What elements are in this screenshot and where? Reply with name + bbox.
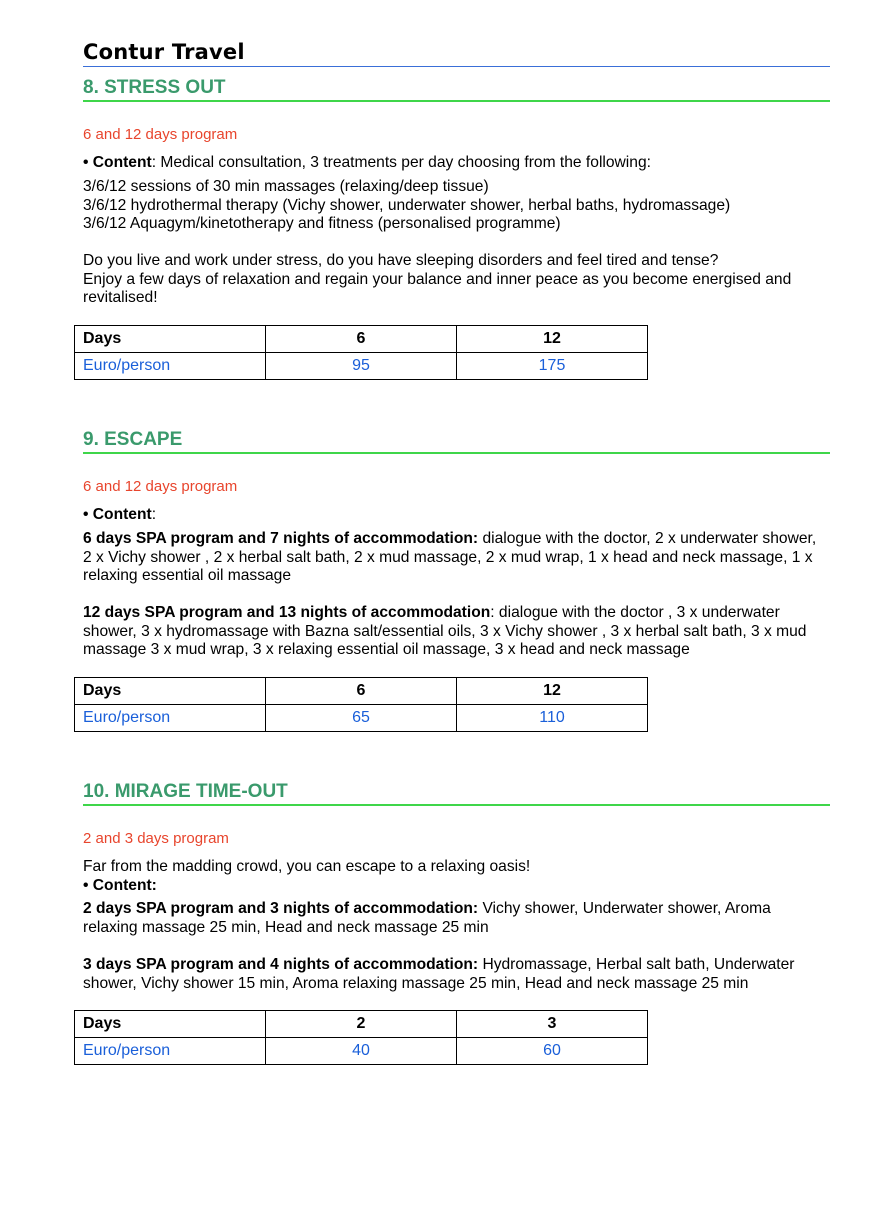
table-row — [75, 705, 648, 732]
table-cell: Euro/person — [75, 353, 266, 380]
table-cell: 175 — [457, 353, 648, 380]
treatment-item: 3/6/12 hydrothermal therapy (Vichy shower, underwater shower, herbal baths, hydromassage) — [83, 196, 731, 214]
table-cell: 6 — [266, 678, 457, 705]
content-line — [83, 154, 828, 173]
table-cell: 60 — [457, 1038, 648, 1065]
treatment-item: 3/6/12 sessions of 30 min massages (relaxing/deep tissue) — [83, 178, 489, 195]
brand-title: Contur Travel — [83, 40, 245, 64]
table-cell: Days — [75, 326, 266, 353]
package-description — [83, 956, 828, 993]
content-text: : — [151, 506, 157, 523]
table-cell: Days — [75, 678, 266, 705]
table-row — [75, 1038, 648, 1065]
section-title-escape: 9. ESCAPE — [83, 429, 183, 450]
section-divider — [83, 804, 830, 806]
content-line — [83, 506, 828, 525]
package-text: : dialogue with the doctor , 3 x underwater shower, 3 x hydromassage with Bazna salt/essential oils, 3 x Vichy shower , 3 x herbal salt bath, 3 x mud massage 3 x mud wrap, 3 x relaxing essential oil massage, 3 x head and neck massage — [83, 604, 807, 659]
price-table — [74, 677, 648, 732]
section-description — [83, 252, 828, 308]
package-description — [83, 900, 828, 937]
table-cell: 12 — [457, 678, 648, 705]
table-header-row — [75, 678, 648, 705]
package-label: 6 days SPA program and 7 nights of accommodation: — [83, 530, 479, 547]
table-cell: 12 — [457, 326, 648, 353]
section-title-stress-out: 8. STRESS OUT — [83, 77, 226, 98]
package-text: Hydromassage, Herbal salt bath, Underwater shower, Vichy shower 15 min, Aroma relaxing massage 25 min, Head and neck massage 25 min — [83, 956, 795, 992]
package-label: 12 days SPA program and 13 nights of accommodation — [83, 604, 491, 621]
price-table — [74, 1010, 648, 1065]
content-label: • Content: — [83, 877, 157, 894]
table-cell: 110 — [457, 705, 648, 732]
program-duration: 2 and 3 days program — [83, 830, 229, 847]
table-cell: 2 — [266, 1011, 457, 1038]
table-cell: 3 — [457, 1011, 648, 1038]
table-cell: 95 — [266, 353, 457, 380]
program-duration: 6 and 12 days program — [83, 478, 238, 495]
table-cell: 6 — [266, 326, 457, 353]
table-cell: Euro/person — [75, 705, 266, 732]
package-description — [83, 530, 828, 586]
treatment-item: 3/6/12 Aquagym/kinetotherapy and fitness (personalised programme) — [83, 215, 561, 233]
table-header-row — [75, 326, 648, 353]
description-line: Do you live and work under stress, do you have sleeping disorders and feel tired and tense? — [83, 252, 719, 269]
content-text: : Medical consultation, 3 treatments per day choosing from the following: — [151, 154, 651, 171]
section-intro: Far from the madding crowd, you can escape to a relaxing oasis! — [83, 858, 531, 875]
table-cell: Days — [75, 1011, 266, 1038]
package-text: Vichy shower, Underwater shower, Aroma relaxing massage 25 min, Head and neck massage 25 min — [83, 900, 771, 936]
table-cell: 40 — [266, 1038, 457, 1065]
package-description — [83, 604, 828, 660]
package-text: dialogue with the doctor, 2 x underwater shower, 2 x Vichy shower , 2 x herbal salt bath, 2 x mud massage, 2 x mud wrap, 1 x head and neck massage, 1 x relaxing essential oil massage — [83, 530, 817, 585]
brand-divider — [83, 66, 830, 67]
table-row — [75, 353, 648, 380]
description-line: Enjoy a few days of relaxation and regain your balance and inner peace as you become energised and revitalised! — [83, 270, 792, 307]
section-title-mirage-time-out: 10. MIRAGE TIME-OUT — [83, 781, 288, 802]
program-duration: 6 and 12 days program — [83, 126, 238, 143]
price-table — [74, 325, 648, 380]
table-header-row — [75, 1011, 648, 1038]
section-divider — [83, 100, 830, 102]
table-cell: Euro/person — [75, 1038, 266, 1065]
table-cell: 65 — [266, 705, 457, 732]
package-label: 2 days SPA program and 3 nights of accommodation: — [83, 900, 479, 917]
content-label: • Content — [83, 154, 152, 171]
section-divider — [83, 452, 830, 454]
treatment-list — [83, 178, 828, 234]
content-label: • Content — [83, 506, 152, 523]
package-label: 3 days SPA program and 4 nights of accommodation: — [83, 956, 479, 973]
